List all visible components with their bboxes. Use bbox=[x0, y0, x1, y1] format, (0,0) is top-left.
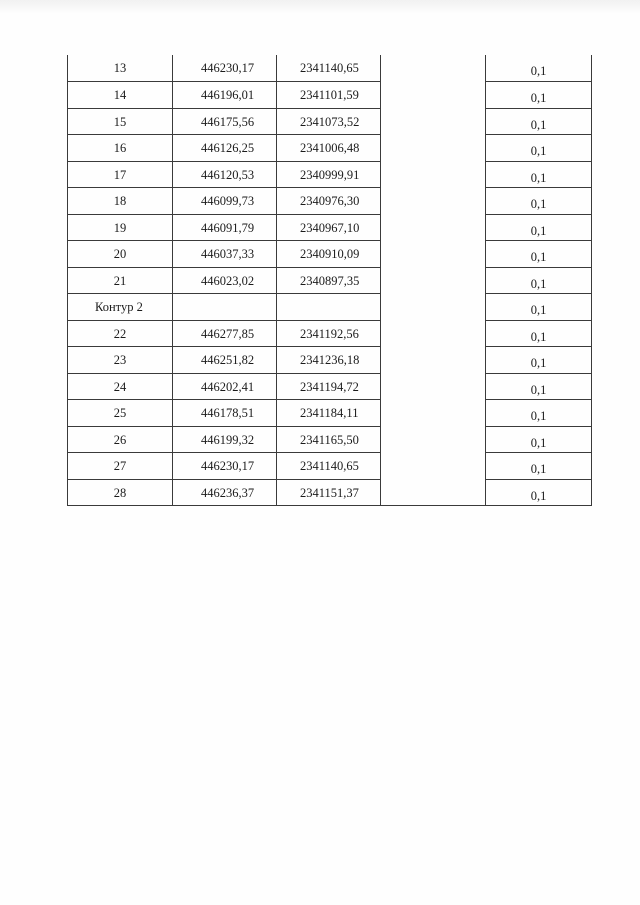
point-number-cell: 26 bbox=[68, 426, 173, 453]
y-coordinate-cell: 2340967,10 bbox=[277, 214, 381, 241]
x-coordinate-cell: 446178,51 bbox=[173, 400, 277, 427]
table-row bbox=[68, 82, 592, 109]
y-coordinate-cell: 2341140,65 bbox=[277, 453, 381, 480]
point-number-cell: 20 bbox=[68, 241, 173, 268]
table-row bbox=[68, 241, 592, 268]
x-coordinate-cell: 446023,02 bbox=[173, 267, 277, 294]
accuracy-cell: 0,1 bbox=[486, 347, 592, 374]
table-row bbox=[68, 479, 592, 506]
y-coordinate-cell: 2341192,56 bbox=[277, 320, 381, 347]
table-row bbox=[68, 161, 592, 188]
y-coordinate-cell: 2341184,11 bbox=[277, 400, 381, 427]
x-coordinate-cell: 446175,56 bbox=[173, 108, 277, 135]
y-coordinate-cell: 2341151,37 bbox=[277, 479, 381, 506]
accuracy-cell: 0,1 bbox=[486, 55, 592, 82]
x-coordinate-cell: 446236,37 bbox=[173, 479, 277, 506]
accuracy-cell: 0,1 bbox=[486, 320, 592, 347]
accuracy-cell: 0,1 bbox=[486, 108, 592, 135]
table-row bbox=[68, 400, 592, 427]
y-coordinate-cell: 2341140,65 bbox=[277, 55, 381, 82]
x-coordinate-cell: 446196,01 bbox=[173, 82, 277, 109]
x-coordinate-cell: 446230,17 bbox=[173, 55, 277, 82]
accuracy-cell: 0,1 bbox=[486, 400, 592, 427]
point-number-cell: 19 bbox=[68, 214, 173, 241]
accuracy-cell: 0,1 bbox=[486, 294, 592, 321]
accuracy-cell: 0,1 bbox=[486, 135, 592, 162]
point-number-cell: 21 bbox=[68, 267, 173, 294]
accuracy-cell: 0,1 bbox=[486, 82, 592, 109]
point-number-cell: 13 bbox=[68, 55, 173, 82]
table-row bbox=[68, 373, 592, 400]
y-coordinate-cell: 2340976,30 bbox=[277, 188, 381, 215]
x-coordinate-cell: 446251,82 bbox=[173, 347, 277, 374]
coordinates-table bbox=[67, 55, 592, 506]
y-coordinate-cell: 2341236,18 bbox=[277, 347, 381, 374]
table-row bbox=[68, 347, 592, 374]
accuracy-cell: 0,1 bbox=[486, 241, 592, 268]
table-row bbox=[68, 55, 592, 82]
y-coordinate-cell: 2340999,91 bbox=[277, 161, 381, 188]
table-row bbox=[68, 188, 592, 215]
x-coordinate-cell: 446277,85 bbox=[173, 320, 277, 347]
table-row bbox=[68, 214, 592, 241]
y-coordinate-cell: 2340897,35 bbox=[277, 267, 381, 294]
accuracy-cell: 0,1 bbox=[486, 214, 592, 241]
contour-label-cell: Контур 2 bbox=[68, 294, 173, 321]
x-coordinate-cell: 446230,17 bbox=[173, 453, 277, 480]
x-coordinate-cell: 446126,25 bbox=[173, 135, 277, 162]
accuracy-cell: 0,1 bbox=[486, 188, 592, 215]
point-number-cell: 17 bbox=[68, 161, 173, 188]
point-number-cell: 24 bbox=[68, 373, 173, 400]
x-coordinate-cell: 446202,41 bbox=[173, 373, 277, 400]
coordinates-table-body bbox=[68, 55, 592, 506]
x-coordinate-cell bbox=[173, 294, 277, 321]
y-coordinate-cell: 2341165,50 bbox=[277, 426, 381, 453]
point-number-cell: 15 bbox=[68, 108, 173, 135]
x-coordinate-cell: 446120,53 bbox=[173, 161, 277, 188]
point-number-cell: 25 bbox=[68, 400, 173, 427]
y-coordinate-cell: 2340910,09 bbox=[277, 241, 381, 268]
y-coordinate-cell: 2341194,72 bbox=[277, 373, 381, 400]
point-number-cell: 14 bbox=[68, 82, 173, 109]
point-number-cell: 23 bbox=[68, 347, 173, 374]
point-number-cell: 22 bbox=[68, 320, 173, 347]
x-coordinate-cell: 446099,73 bbox=[173, 188, 277, 215]
x-coordinate-cell: 446199,32 bbox=[173, 426, 277, 453]
table-row bbox=[68, 267, 592, 294]
x-coordinate-cell: 446037,33 bbox=[173, 241, 277, 268]
point-number-cell: 18 bbox=[68, 188, 173, 215]
table-row bbox=[68, 426, 592, 453]
empty-merged-cell bbox=[381, 55, 486, 506]
scan-top-shadow bbox=[0, 0, 640, 14]
contour-header-row bbox=[68, 294, 592, 321]
x-coordinate-cell: 446091,79 bbox=[173, 214, 277, 241]
table-row bbox=[68, 108, 592, 135]
accuracy-cell: 0,1 bbox=[486, 161, 592, 188]
y-coordinate-cell: 2341101,59 bbox=[277, 82, 381, 109]
y-coordinate-cell: 2341073,52 bbox=[277, 108, 381, 135]
point-number-cell: 16 bbox=[68, 135, 173, 162]
accuracy-cell: 0,1 bbox=[486, 267, 592, 294]
table-row bbox=[68, 320, 592, 347]
table-row bbox=[68, 453, 592, 480]
accuracy-cell: 0,1 bbox=[486, 426, 592, 453]
point-number-cell: 27 bbox=[68, 453, 173, 480]
accuracy-cell: 0,1 bbox=[486, 373, 592, 400]
accuracy-cell: 0,1 bbox=[486, 479, 592, 506]
y-coordinate-cell: 2341006,48 bbox=[277, 135, 381, 162]
accuracy-cell: 0,1 bbox=[486, 453, 592, 480]
table-row bbox=[68, 135, 592, 162]
point-number-cell: 28 bbox=[68, 479, 173, 506]
y-coordinate-cell bbox=[277, 294, 381, 321]
